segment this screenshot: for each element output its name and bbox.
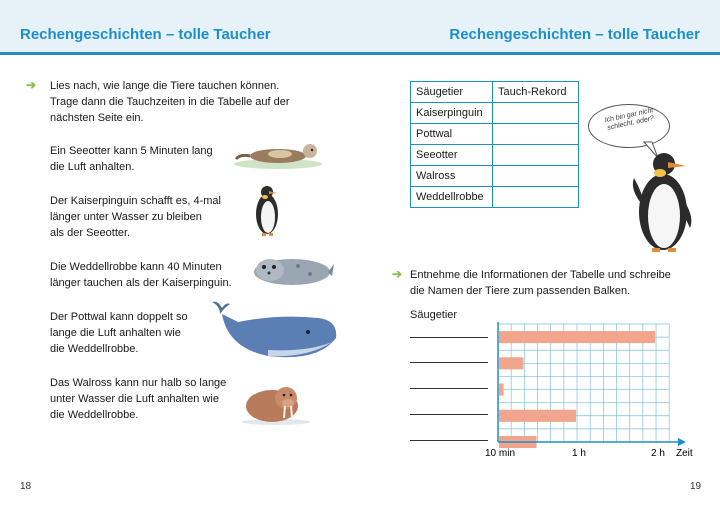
table-cell-record-input[interactable] [493,103,579,124]
page-number-right: 19 [690,481,702,492]
table-cell-animal: Kaiserpinguin [411,103,493,124]
sea-otter-icon [232,140,324,170]
walrus-icon [240,378,312,426]
story-seal-line-1: Die Weddellrobbe kann 40 Minuten [50,261,222,273]
chart-bar [499,410,576,422]
story-seal-line-2: länger tauchen als der Kaiserpinguin. [50,277,232,289]
emperor-penguin-icon [252,182,282,238]
story-otter-line-2: die Luft anhalten. [50,161,135,173]
table-cell-animal: Walross [411,166,493,187]
table-row [411,145,579,166]
instruction-arrow-icon: ➔ [392,267,403,281]
answer-blank[interactable] [410,337,488,338]
answer-blank[interactable] [410,362,488,363]
instruction-line-2: Trage dann die Tauchzeiten in die Tabelle auf der [50,96,290,108]
chart-y-label: Säugetier [410,309,458,321]
story-penguin-line-1: Der Kaiserpinguin schafft es, 4-mal [50,195,221,207]
sperm-whale-icon [208,298,340,364]
answer-blank[interactable] [410,414,488,415]
dive-record-table [410,81,579,208]
speech-bubble-text: Ich bin gar nicht schlecht, oder? [604,107,655,132]
table-cell-record-input[interactable] [493,124,579,145]
chart-bar [499,331,655,343]
table-cell-record-input[interactable] [493,166,579,187]
talking-penguin-icon [628,148,698,254]
table-header-animal: Säugetier [411,82,493,103]
story-whale-line-1: Der Pottwal kann doppelt so [50,311,188,323]
chart-bar [499,384,504,396]
table-cell-record-input[interactable] [493,145,579,166]
table-cell-animal: Weddellrobbe [411,187,493,208]
chart-instruction-line-1: Entnehme die Informationen der Tabelle und schreibe [410,269,671,281]
table-row [411,166,579,187]
instruction-line-1: Lies nach, wie lange die Tiere tauchen können. [50,80,280,92]
tick-label-10min: 10 min [484,448,516,459]
story-otter-line-1: Ein Seeotter kann 5 Minuten lang [50,145,213,157]
answer-blank[interactable] [410,388,488,389]
header-divider [0,52,720,55]
page-title-right: Rechengeschichten – tolle Taucher [449,26,700,43]
table-header-record: Tauch-Rekord [493,82,579,103]
story-walrus-line-3: die Weddellrobbe. [50,409,139,421]
table-cell-record-input[interactable] [493,187,579,208]
chart-bar [499,357,523,369]
instruction-line-3: nächsten Seite ein. [50,112,144,124]
table-cell-animal: Seeotter [411,145,493,166]
chart-instruction-line-2: die Namen der Tiere zum passenden Balken. [410,285,631,297]
page-number-left: 18 [20,481,32,492]
x-axis-arrow-icon [678,438,686,446]
tick-label-2h: 2 h [651,448,665,459]
answer-blank[interactable] [410,440,488,441]
story-walrus-line-2: unter Wasser die Luft anhalten wie [50,393,219,405]
table-row [411,103,579,124]
page-title-left: Rechengeschichten – tolle Taucher [20,26,271,43]
table-row [411,187,579,208]
dive-time-bar-chart [484,318,696,470]
story-walrus-line-1: Das Walross kann nur halb so lange [50,377,227,389]
story-penguin-line-3: als der Seeotter. [50,227,131,239]
table-header-row [411,82,579,103]
story-whale-line-3: die Weddellrobbe. [50,343,139,355]
tick-label-1h: 1 h [572,448,586,459]
weddell-seal-icon [248,252,334,290]
table-row [411,124,579,145]
table-cell-animal: Pottwal [411,124,493,145]
story-penguin-line-2: länger unter Wasser zu bleiben [50,211,202,223]
x-axis-label: Zeit [676,448,693,459]
story-whale-line-2: lange die Luft anhalten wie [50,327,181,339]
instruction-arrow-icon: ➔ [26,78,37,92]
